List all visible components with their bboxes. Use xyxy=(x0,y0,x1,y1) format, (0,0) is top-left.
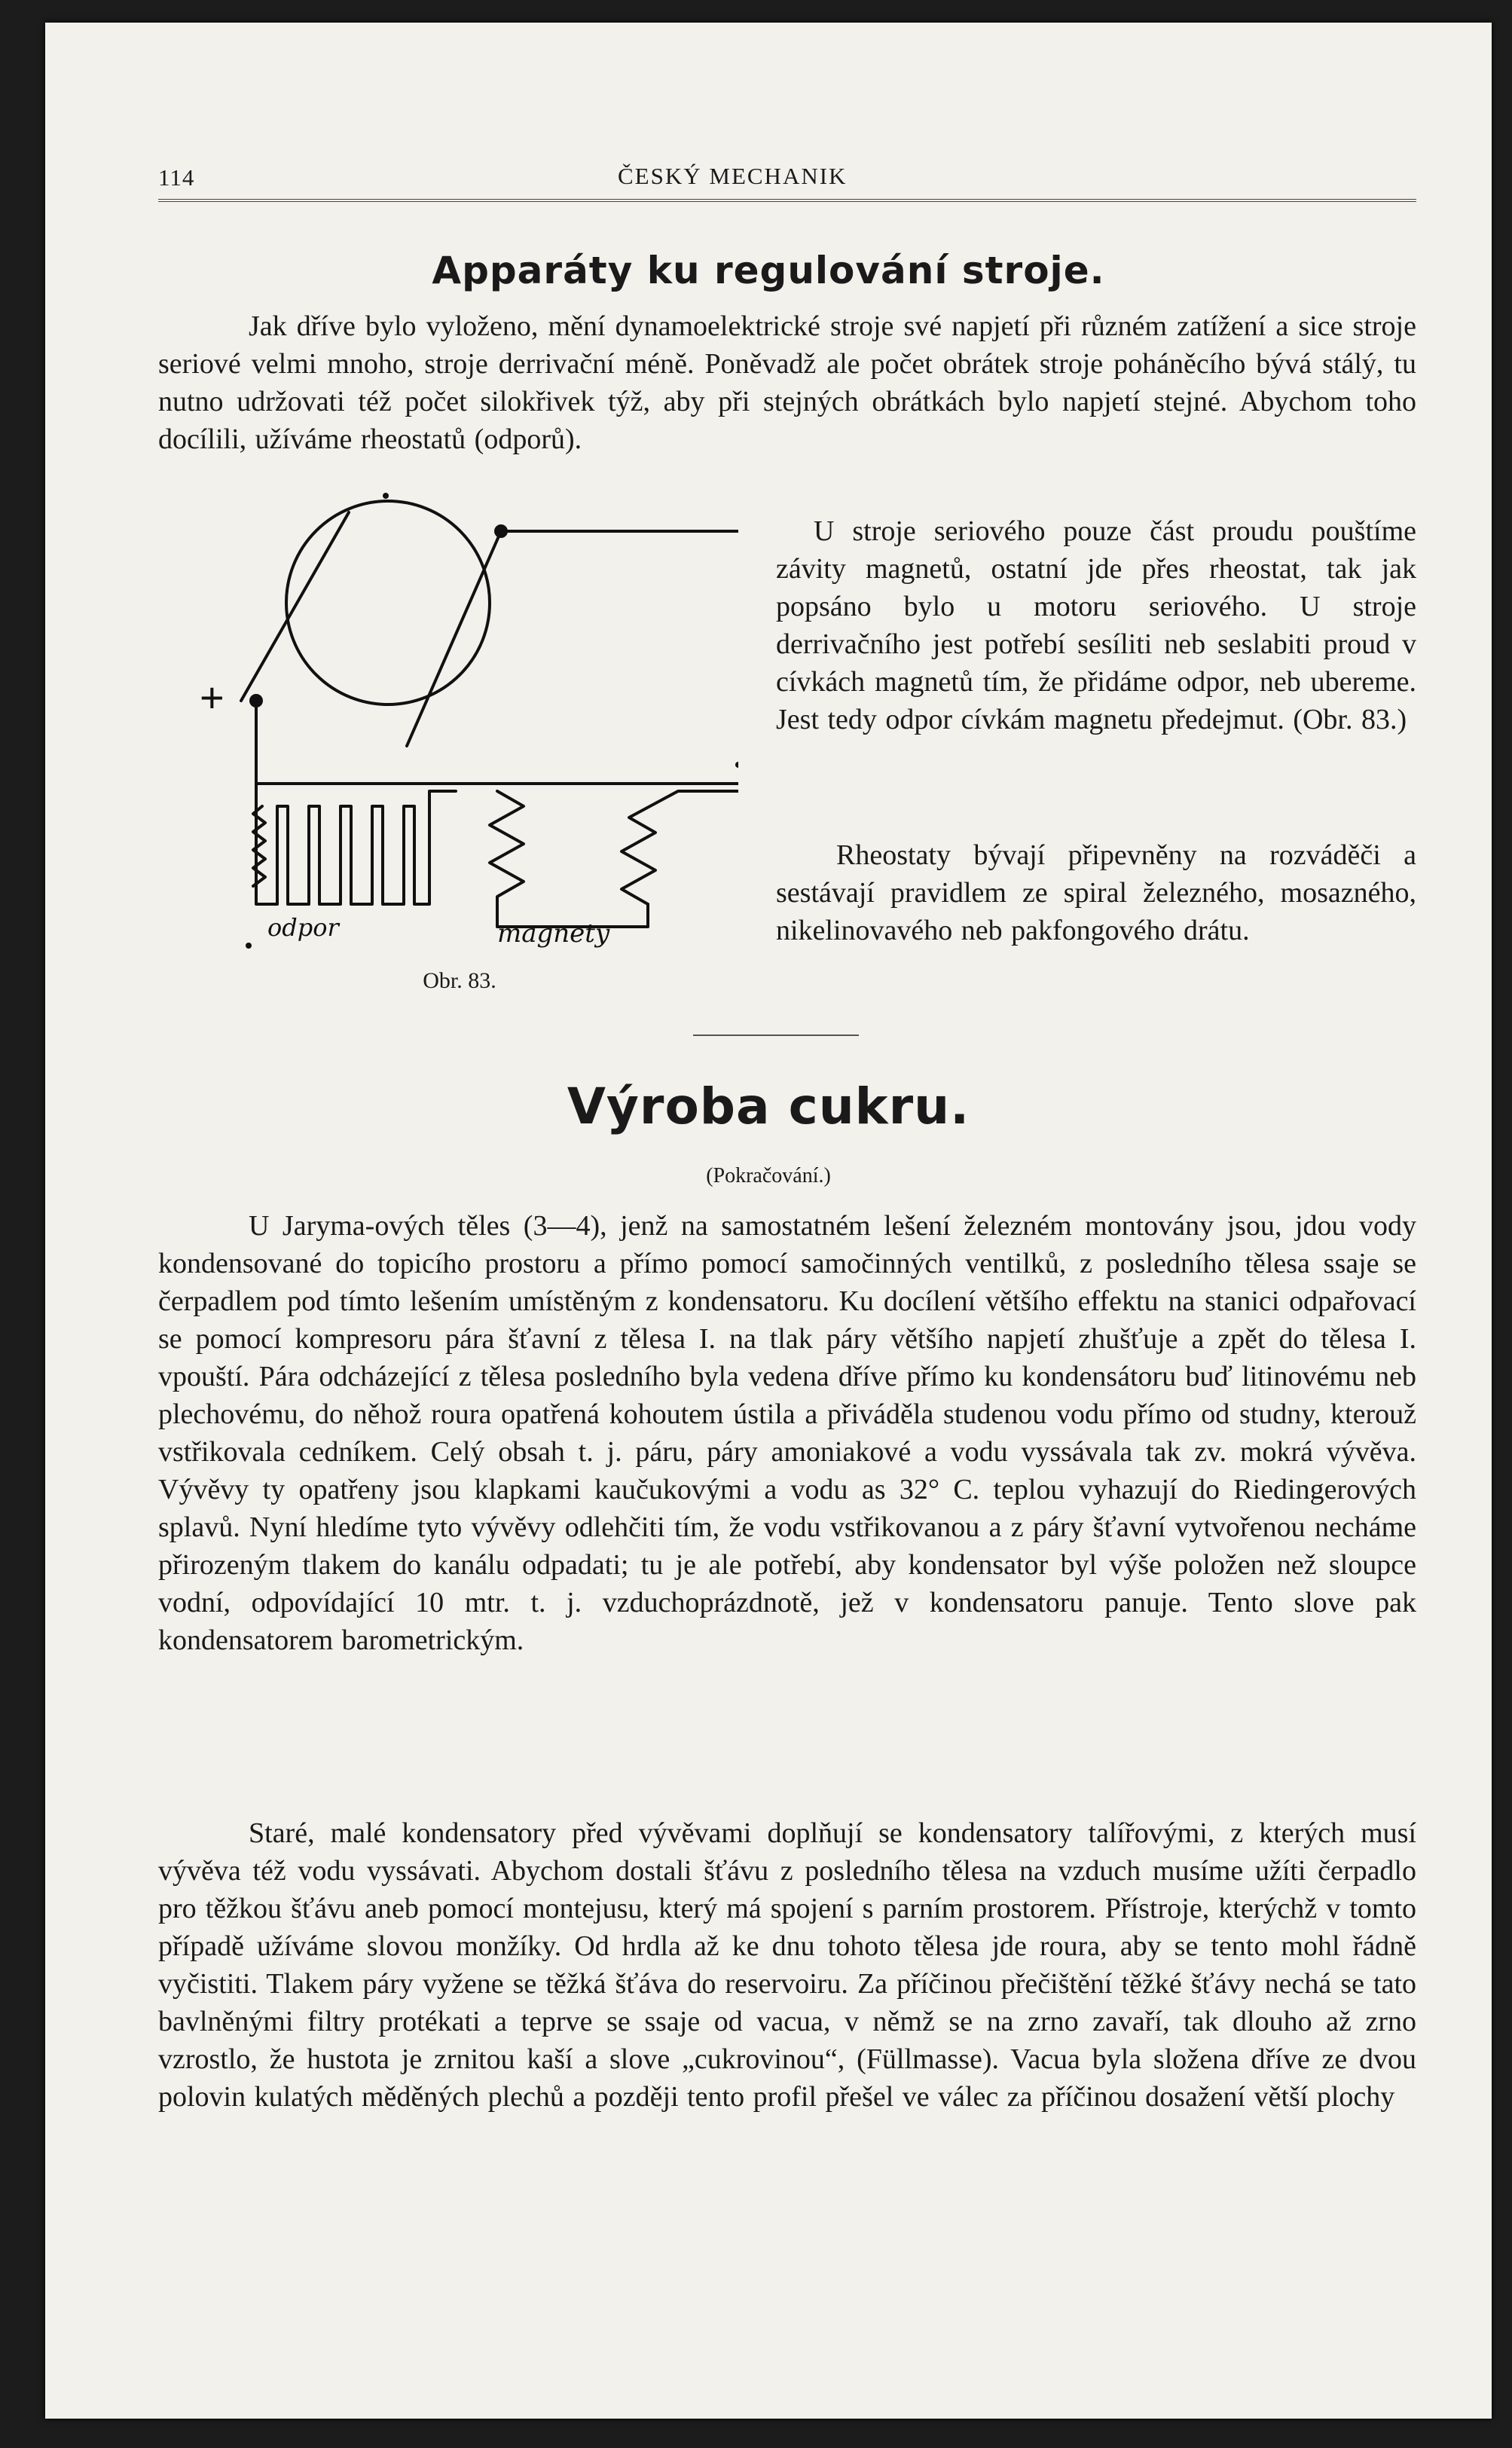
figure-83 xyxy=(181,475,738,1002)
resistor-label: odpor xyxy=(267,913,339,942)
paragraph-jaryma: U Jaryma-ových těles (3—4), jenž na samostatném lešení železném montovány jsou, jdou vody kondensované do topicího prostoru a přímo pomocí samočinných ventilků, z posledního tělesa ssaje se čerpadlem pod tímto lešením umístěným z kondensatoru. Ku docílení většího effektu na stanici odpařovací se pomocí kompresoru pára šťavní z tělesa I. na tlak páry většího napjetí zhušťuje a zpět do tělesa I. vpouští. Pára odcházející z tělesa posledního byla vedena dříve přímo ku kondensátoru buď litinovému neb plechovému, do něhož roura opatřená kohoutem ústila a přiváděla studenou vodu přímo od studny, kterouž vstřikovala cedníkem. Celý obsah t. j. páru, páry amoniakové a vodu vyssávala tak zv. mokrá vývěva. Vývěvy ty opatřeny jsou klapkami kaučukovými a vodu as 32° C. teplou vyhazují do Riedingerových splavů. Nyní hledíme tyto vývěvy odlehčiti tím, že vodu vstřikovanou a z páry šťavní vytvořenou necháme přirozeným tlakem do kanálu odpadati; tu je ale potřebí, aby kondensator byl výše položen než sloupce vodní, odpovídající 10 mtr. t. j. vzduchoprázdnotě, jež v kondensatoru panuje. Tento slove pak kondensatorem barometrickým. xyxy=(158,1210,1416,1656)
book-page xyxy=(45,23,1492,2419)
plus-terminal-label: + xyxy=(200,674,225,721)
paragraph-rheostats: Rheostaty bývají připevněny na rozváděči a sestávají pravidlem ze spiral železného, mosazného, nikelinovavého neb pakfongového drátu. xyxy=(776,839,1416,946)
terminal-dot-top xyxy=(494,524,508,538)
rheostat-coils xyxy=(256,784,456,904)
running-head xyxy=(45,23,1492,203)
magnet-label: magnety xyxy=(497,918,610,949)
dynamo-armature-circle xyxy=(286,501,490,704)
section-title-regulators: Apparáty ku regulování stroje. xyxy=(432,249,1105,292)
paragraph-condensers: Staré, malé kondensatory před vývěvami doplňují se kondensatory talířovými, z kterých musí vývěva též vodu vyssávati. Abychom dostali šťávu z posledního tělesa na vzduch musíme užíti čerpadlo pro těžkou šťávu aneb pomocí montejusu, který má spojení s parním prostorem. Přístroje, kterýchž v tomto případě užíváme slovou monžíky. Od hrdla až ke dnu tohoto tělesa jde roura, aby se tento mohl řádně vyčistiti. Tlakem páry vyžene se těžká šťáva do reservoiru. Za příčinou přečištění těžké šťávy nechá se tato bavlněnými filtry protékati a teprve se ssaje od vacua, v němž se na zrno zavaří, tak dlouho až zrno vzrostlo, že hustota je zrnitou kaší a slove „cukrovinou“, (Füllmasse). Vacua byla složena dříve ze dvou polovin kulatých měděných plechů a později tento profil přešel ve válec za příčinou dosažení větší plochy xyxy=(158,1817,1416,2113)
magnet-coil-left xyxy=(490,791,648,927)
paragraph-series-shunt: U stroje seriového pouze část proudu pouštíme závity magnetů, ostatní jde přes rheostat, tak jak popsáno bylo u motoru seriového. U stroje derrivačního jest potřebí sesíliti neb seslabiti proud v cívkách magnetů tím, že přidáme odpor, neb ubereme. Jest tedy odpor cívkám magnetu předejmut. (Obr. 83.) xyxy=(776,515,1416,735)
mark-dot-1 xyxy=(383,493,389,499)
wire-brush-left xyxy=(241,512,349,701)
magnet-coil-right xyxy=(622,791,738,904)
continuation-note: (Pokračování.) xyxy=(706,1164,831,1187)
header-rule xyxy=(158,199,1416,202)
circuit-diagram xyxy=(181,475,738,964)
section-divider xyxy=(693,1035,859,1036)
terminal-dot-left xyxy=(249,694,263,708)
page-number: 114 xyxy=(158,164,195,191)
section-title-sugar: Výroba cukru. xyxy=(567,1077,970,1135)
mark-dot-3 xyxy=(735,762,738,768)
mark-dot-4 xyxy=(246,943,252,949)
running-title: ČESKÝ MECHANIK xyxy=(618,163,848,189)
figure-caption: Obr. 83. xyxy=(423,968,496,993)
wire-brush-right xyxy=(407,531,501,746)
paragraph-intro: Jak dříve bylo vyloženo, mění dynamoelektrické stroje své napjetí při různém zatížení a sice stroje seriové velmi mnoho, stroje derrivační méně. Poněvadž ale počet obrátek stroje poháněcího bývá stálý, tu nutno udržovati též počet silokřivek týž, aby při stejných obrátkách bylo napjetí stejné. Abychom toho docílili, užíváme rheostatů (odporů). xyxy=(158,310,1416,455)
